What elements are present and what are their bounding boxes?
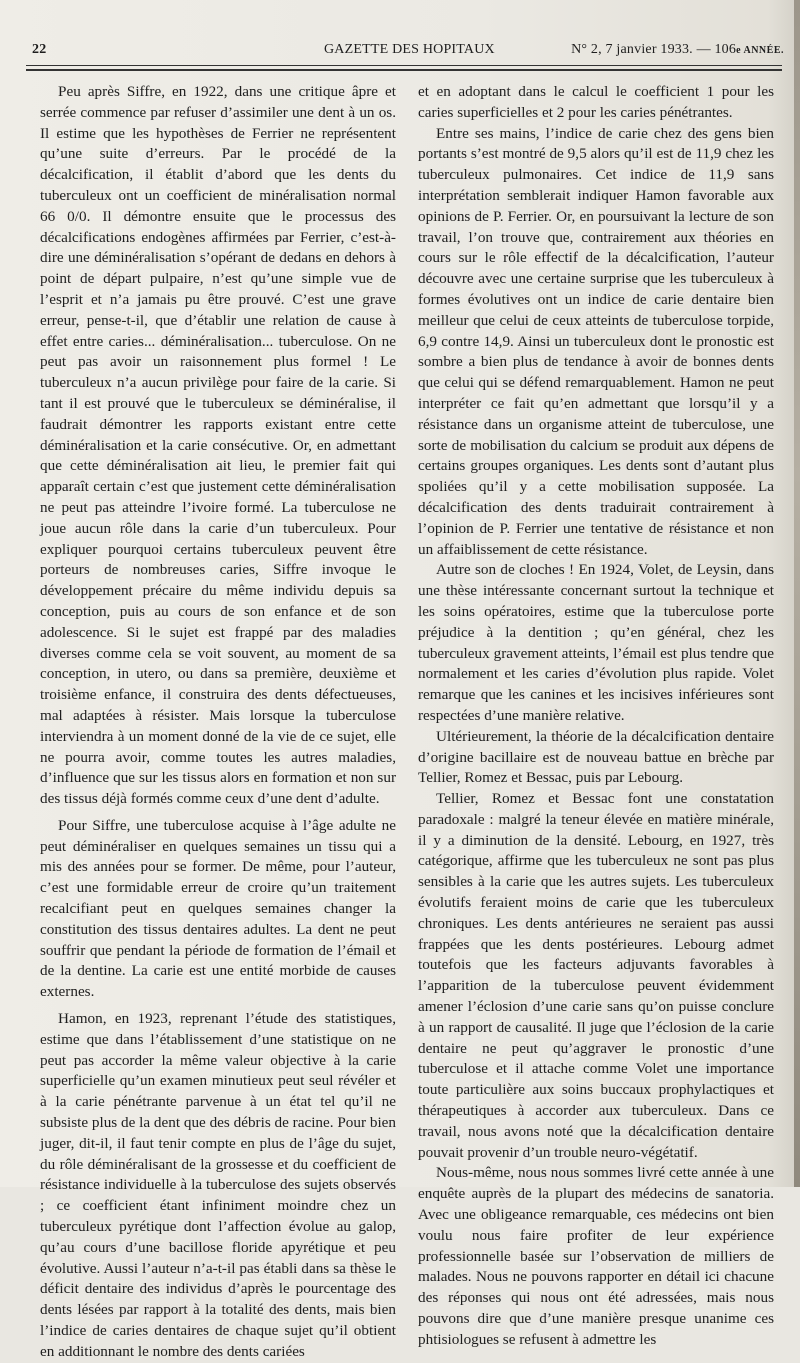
page-header [24, 38, 784, 60]
paragraph: Autre son de cloches ! En 1924, Volet, de Leysin, dans une thèse intéressante concernant surtout la technique et les soins opératoires, estime que la tuberculose porte préjudice à la dentition ; qu’en général, chez les tuberculeux gravement atteints, l’émail est plus tendre que normalement et les caries d’évolution plus rapide. Volet remarque que les canines et les incisives inférieures sont respectées d’une manière relative. [418, 561, 774, 724]
issue-date: N° 2, 7 janvier 1933. — 106 [571, 42, 737, 57]
paragraph: Nous-même, nous nous sommes livré cette année à une enquête auprès de la plupart des médecins de sanatoria. Avec une obligeance remarquable, ces médecins ont bien voulu nous faire profiter de leur expérience professionnelle basée sur l’observation de milliers de malades. Nous ne pouvons rapporter en détail ici chacune des réponses qui nous ont été adressées, mais nous pouvons dire que d’une manière presque unanime ces phtisiologues se refusent à admettre les [418, 1164, 774, 1348]
paragraph: Hamon, en 1923, reprenant l’étude des statistiques, estime que dans l’établissement d’une statistique on ne peut pas accorder la même valeur objective à la carie superficielle qu’un examen minutieux peut seul révéler et à la carie pénétrante parvenue à un état tel qu’il ne subsiste plus de la dent que des débris de racine. Pour bien juger, dit-il, il faut tenir compte en plus de l’âge du sujet, du rôle déminéralisant de la grossesse et du coefficient de résistance individuelle à la tuberculose des sujets observés ; ce coefficient étant infiniment moindre chez un tuberculeux pyrétique dont l’affection évolue au galop, qu’au cours d’une bacillose floride apyrétique et peu évolutive. Aussi l’auteur n’a-t-il pas établi dans sa thèse le déficit dentaire des individus d’après le pourcentage des dents lésées par rapport à la totalité des dents, mais bien l’indice de caries dentaires de chaque sujet qu’il obtient en additionnant le nombre des dents cariées [40, 1010, 396, 1360]
left-column [40, 82, 396, 1363]
paragraph: Tellier, Romez et Bessac font une constatation paradoxale : malgré la teneur élevée en matière minérale, il y a diminution de la densité. Lebourg, en 1927, très catégorique, affirme que les tuberculeux ne sont pas plus sensibles à la carie que les autres sujets. Les tuberculeux évolutifs feraient moins de carie que les tuberculeux chroniques. Les dents antérieures ne seraient pas aussi frappées que les dents postérieures. Lebourg admet toutefois que les facteurs adjuvants favorables à l’apparition de la tuberculose peuvent évidemment amener l’éclosion d’une carie sans qu’on puisse conclure à un rapport de causalité. Il juge que l’éclosion de la carie dentaire ne peut qu’aggraver le pronostic d’une tuberculose et il attache comme Volet une importance toute particulière aux soins buccaux prophylactiques et thérapeutiques à accorder aux tuberculeux. Dans ce travail, nous avons noté que la décalcification dentaire pouvait provenir d’un trouble neuro-végétatif. [418, 790, 774, 1161]
right-column [418, 82, 774, 1351]
page-number: 22 [32, 42, 47, 57]
paragraph: Pour Siffre, une tuberculose acquise à l’âge adulte ne peut déminéraliser en quelques semaines un tissu qui a mis des années pour se former. De même, pour l’auteur, c’est une formidable erreur de croire qu’un traitement recalcifiant peut en quelques semaines changer la constitution des tissus dentaires adultes. La dent ne peut souffrir que pendant la période de formation de l’émail et de la dentine. La carie est une entité morbide de causes externes. [40, 816, 396, 1001]
issue-year-suffix: e ANNÉE. [736, 45, 784, 56]
paragraph: Peu après Siffre, en 1922, dans une critique âpre et serrée commence par refuser d’assimiler une dent à un os. Il estime que les hypothèses de Ferrier ne représentent qu’une suite d’erreurs. Par le procédé de la décalcification, il établit d’abord que les dents du tuberculeux ont un coefficient de minéralisation normal 66 0/0. Il démontre ensuite que le processus des décalcifications endogènes affirmées par Ferrier, c’est-à-dire une déminéralisation s’opérant de dedans en dehors à point de départ pulpaire, n’est qu’une simple vue de l’esprit et n’a jamais pu être prouvé. C’est une grave erreur, pense-t-il, que d’établir une relation de cause à effet entre caries... déminéralisation... tuberculose. On ne peut pas avoir un raisonnement plus formel ! Le tuberculeux n’a aucun privilège pour faire de la carie. Si tant il est prouvé que le tuberculeux se déminéralise, il faudrait démontrer les rapports existant entre cette déminéralisation et la carie consécutive. Or, en admettant que cette déminéralisation ait lieu, le premier fait qui apparaît certain c’est que justement cette déminéralisation ne peut pas atteindre l’ivoire formé. La tuberculose ne joue aucun rôle dans la carie d’un tuberculeux. Pour expliquer pourquoi certains tuberculeux peuvent être porteurs de nombreuses caries, Siffre invoque le développement précaire du même individu depuis sa conception, puis au cours de son enfance et de son adolescence. Si le sujet est frappé par des maladies diverses comme cela se voit souvent, au moment de sa conception, in utero, ou dans sa première, deuxième et troisième enfance, il construira des dents défectueuses, mal adaptées à résister. Mais lorsque la tuberculose interviendra à un moment donné de la vie de ce sujet, elle ne pourra avoir, comme toutes les autres maladies, d’influence que sur les tissus alors en formation et non sur des tissus déjà formés comme ceux d’une dent d’adulte. [40, 83, 396, 808]
header-rule-thick [26, 69, 782, 71]
page-edge-shadow [794, 0, 800, 1187]
paragraph: Ultérieurement, la théorie de la décalcification dentaire d’origine bacillaire est de nouveau battue en brèche par Tellier, Romez et Bessac, puis par Lebourg. [418, 727, 774, 787]
issue-info [571, 42, 784, 58]
header-rule-thin [26, 65, 782, 66]
paragraph: Entre ses mains, l’indice de carie chez des gens bien portants s’est montré de 9,5 alors qu’il est de 11,9 chez les tuberculeux pulmonaires. Cet indice de 11,9 sans interprétation semblerait indiquer Hamon favorable aux opinions de P. Ferrier. Or, en poursuivant la lecture de son travail, l’on trouve que, contrairement aux théories en cours sur le rôle effectif de la décalcification, l’auteur découvre avec une certaine surprise que les tuberculeux à formes évolutives ont un indice de carie dentaire bien meilleur que celui de ceux atteints de tuberculose torpide, 6,9 contre 14,9. Ainsi un tuberculeux dont le pronostic est sombre a bien plus de tendance à avoir de bonnes dents que celui qui se défend remarquablement. Hamon ne peut interpréter ce fait qu’en admettant que lorsqu’il y a résistance dans un organisme atteint de tuberculose, une sorte de mobilisation du calcium se produit aux dépens de certains groupes organiques. Les dents sont d’autant plus spoliées qu’il y a cette mobilisation supposée. La décalcification des dents traduirait contrairement à l’opinion de P. Ferrier une tentative de résistance et non un affaiblissement de cette résistance. [418, 124, 774, 558]
journal-title: GAZETTE DES HOPITAUX [324, 42, 495, 57]
paragraph: et en adoptant dans le calcul le coefficient 1 pour les caries superficielles et 2 pour les caries pénétrantes. [418, 83, 774, 121]
